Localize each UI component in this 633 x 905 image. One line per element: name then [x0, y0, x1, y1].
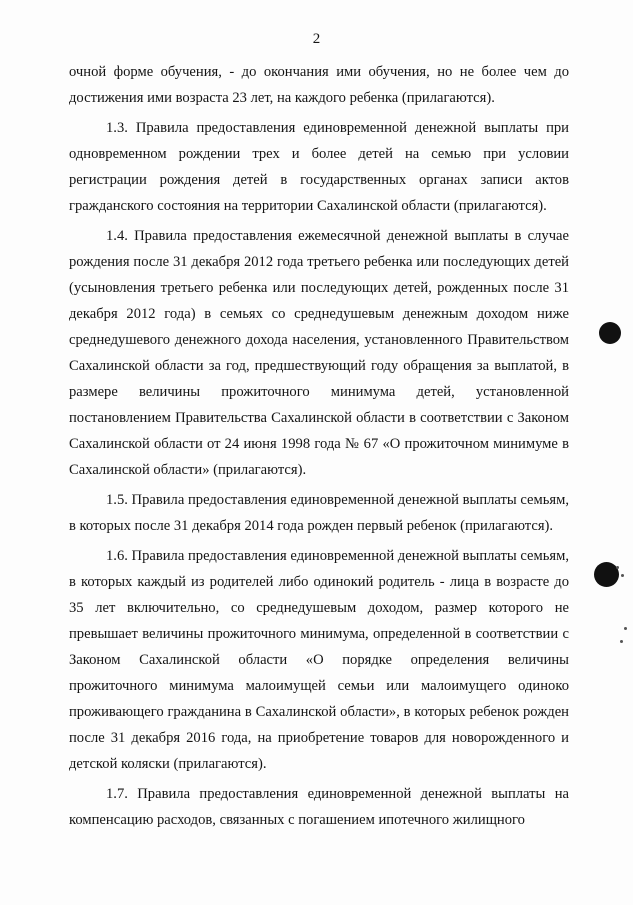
paragraph-1-5: 1.5. Правила предоставления единовременной денежной выплаты семьям, в которых после 31 декабря 2014 года рожден первый ребенок (прилагаются).: [69, 492, 569, 534]
document-body: [69, 59, 569, 837]
paragraph-1-7: 1.7. Правила предоставления единовременной денежной выплаты на компенсацию расходов, связанных с погашением ипотечного жилищного: [69, 786, 569, 828]
paragraph-1-3: 1.3. Правила предоставления единовременной денежной выплаты при одновременном рождении трех и более детей на семью при условии регистрации рождения детей в государственных органах записи актов гражданского состояния на территории Сахалинской области (прилагаются).: [69, 120, 569, 214]
scan-speck: [616, 566, 619, 569]
paragraph-1-6: 1.6. Правила предоставления единовременной денежной выплаты семьям, в которых каждый из родителей либо одинокий родитель - лица в возрасте до 35 лет включительно, со среднедушевым доходом, размер которого не превышает величины прожиточного минимума, определенной в соответствии с Законом Сахалинской области «О порядке определения величины прожиточного минимума малоимущей семьи или малоимущего одиноко проживающего гражданина в Сахалинской области», в которых ребенок рожден после 31 декабря 2016 года, на приобретение товаров для новорожденного и детской коляски (прилагаются).: [69, 548, 569, 772]
paragraph-continuation: очной форме обучения, - до окончания ими обучения, но не более чем до достижения ими возраста 23 лет, на каждого ребенка (прилагаются).: [69, 64, 569, 106]
scan-speck: [624, 627, 627, 630]
paragraph-1-4: 1.4. Правила предоставления ежемесячной денежной выплаты в случае рождения после 31 декабря 2012 года третьего ребенка или последующих детей (усыновления третьего ребенка или последующих детей, рожденных после 31 декабря 2012 года) в семьях со среднедушевым денежным доходом ниже среднедушевого денежного дохода населения, установленного Правительством Сахалинской области за год, предшествующий году обращения за выплатой, в размере величины прожиточного минимума детей, установленной постановлением Правительства Сахалинской области в соответствии с Законом Сахалинской области от 24 июня 1998 года № 67 «О прожиточном минимуме в Сахалинской области» (прилагаются).: [69, 228, 569, 478]
scan-speck: [620, 640, 623, 643]
binder-hole-mark: [599, 322, 621, 344]
scan-speck: [621, 574, 624, 577]
page-number: 2: [312, 31, 321, 47]
